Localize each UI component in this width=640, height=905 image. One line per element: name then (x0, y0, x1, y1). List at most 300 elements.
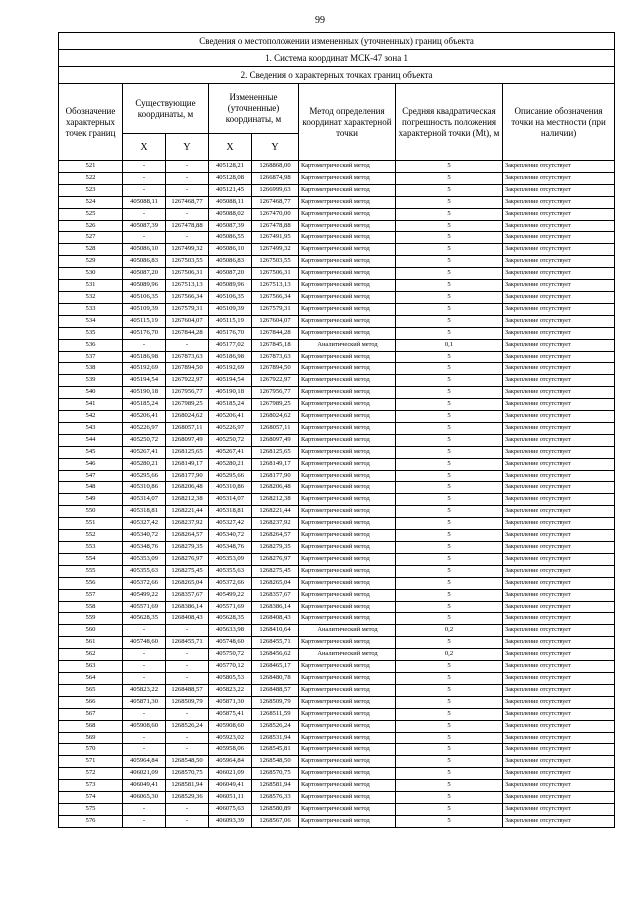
description-cell: Закрепление отсутствует (503, 339, 615, 351)
description-cell: Закрепление отсутствует (503, 542, 615, 554)
error-cell: 5 (396, 506, 503, 518)
changed-x-cell: 405750,72 (209, 649, 252, 661)
point-number-cell: 543 (59, 422, 123, 434)
description-cell: Закрепление отсутствует (503, 530, 615, 542)
method-cell: Картометрический метод (299, 732, 396, 744)
changed-x-cell: 405109,39 (209, 303, 252, 315)
changed-x-cell: 405628,35 (209, 613, 252, 625)
changed-y-cell: 1268509,79 (252, 696, 299, 708)
error-cell: 5 (396, 232, 503, 244)
description-cell: Закрепление отсутствует (503, 613, 615, 625)
existing-x-cell: 405499,22 (123, 589, 166, 601)
method-cell: Картометрический метод (299, 446, 396, 458)
description-cell: Закрепление отсутствует (503, 196, 615, 208)
changed-x-cell: 405310,86 (209, 482, 252, 494)
changed-x-cell: 405089,96 (209, 280, 252, 292)
point-number-cell: 570 (59, 744, 123, 756)
point-number-cell: 565 (59, 684, 123, 696)
method-cell: Картометрический метод (299, 553, 396, 565)
method-cell: Аналитический метод (299, 339, 396, 351)
description-cell: Закрепление отсутствует (503, 720, 615, 732)
changed-y-cell: 1267468,77 (252, 196, 299, 208)
changed-y-cell: 1267845,18 (252, 339, 299, 351)
table-row (59, 327, 615, 339)
changed-y-cell: 1268570,75 (252, 768, 299, 780)
error-cell: 5 (396, 280, 503, 292)
existing-y-cell: 1268177,90 (166, 470, 209, 482)
coordinate-system-heading: 1. Система координат МСК-47 зона 1 (59, 50, 615, 67)
table-title: Сведения о местоположении измененных (уточненных) границ объекта (59, 33, 615, 50)
col-changed: Измененные (уточненные) координаты, м (209, 84, 299, 134)
changed-y-cell: 1267894,50 (252, 363, 299, 375)
method-cell: Картометрический метод (299, 232, 396, 244)
existing-y-cell: 1268221,44 (166, 506, 209, 518)
table-row (59, 649, 615, 661)
point-number-cell: 521 (59, 161, 123, 173)
point-number-cell: 531 (59, 280, 123, 292)
changed-y-cell: 1267478,88 (252, 220, 299, 232)
existing-x-cell: 405176,70 (123, 327, 166, 339)
changed-x-cell: 405748,60 (209, 637, 252, 649)
error-cell: 5 (396, 244, 503, 256)
error-cell: 5 (396, 494, 503, 506)
changed-y-cell: 1267513,13 (252, 280, 299, 292)
changed-x-cell: 405086,83 (209, 256, 252, 268)
changed-y-cell: 1267503,55 (252, 256, 299, 268)
method-cell: Картометрический метод (299, 363, 396, 375)
changed-x-cell: 405823,22 (209, 684, 252, 696)
table-row (59, 756, 615, 768)
existing-y-cell: - (166, 184, 209, 196)
existing-x-cell: - (123, 208, 166, 220)
method-cell: Картометрический метод (299, 613, 396, 625)
changed-y-cell: 1268125,65 (252, 446, 299, 458)
method-cell: Картометрический метод (299, 708, 396, 720)
method-cell: Картометрический метод (299, 256, 396, 268)
table-row (59, 744, 615, 756)
description-cell: Закрепление отсутствует (503, 232, 615, 244)
method-cell: Картометрический метод (299, 482, 396, 494)
table-row (59, 613, 615, 625)
table-row (59, 315, 615, 327)
existing-x-cell: 405348,76 (123, 542, 166, 554)
method-cell: Картометрический метод (299, 315, 396, 327)
existing-y-cell: 1267513,13 (166, 280, 209, 292)
existing-x-cell: 405372,66 (123, 577, 166, 589)
existing-x-cell: - (123, 672, 166, 684)
point-number-cell: 568 (59, 720, 123, 732)
changed-x-cell: 406051,11 (209, 792, 252, 804)
existing-y-cell: - (166, 172, 209, 184)
existing-y-cell: 1268237,92 (166, 518, 209, 530)
table-row (59, 601, 615, 613)
point-number-cell: 576 (59, 815, 123, 827)
description-cell: Закрепление отсутствует (503, 161, 615, 173)
changed-x-cell: 405875,41 (209, 708, 252, 720)
table-row (59, 434, 615, 446)
table-row (59, 482, 615, 494)
points-heading: 2. Сведения о характерных точках границ объекта (59, 67, 615, 84)
method-cell: Картометрический метод (299, 720, 396, 732)
existing-x-cell: 405226,97 (123, 422, 166, 434)
changed-y-cell: 1268531,94 (252, 732, 299, 744)
table-row (59, 375, 615, 387)
point-number-cell: 537 (59, 351, 123, 363)
existing-y-cell: 1268357,67 (166, 589, 209, 601)
existing-x-cell: - (123, 815, 166, 827)
existing-x-cell: 405327,42 (123, 518, 166, 530)
existing-x-cell: 405908,60 (123, 720, 166, 732)
error-cell: 5 (396, 815, 503, 827)
description-cell: Закрепление отсутствует (503, 625, 615, 637)
changed-x-cell: 405115,19 (209, 315, 252, 327)
point-number-cell: 556 (59, 577, 123, 589)
error-cell: 5 (396, 744, 503, 756)
error-cell: 5 (396, 196, 503, 208)
method-cell: Картометрический метод (299, 244, 396, 256)
changed-x-cell: 405176,70 (209, 327, 252, 339)
changed-x-cell: 405805,53 (209, 672, 252, 684)
changed-y-cell: 1268576,33 (252, 792, 299, 804)
method-cell: Картометрический метод (299, 589, 396, 601)
existing-x-cell: - (123, 732, 166, 744)
description-cell: Закрепление отсутствует (503, 815, 615, 827)
table-row (59, 637, 615, 649)
error-cell: 0,1 (396, 339, 503, 351)
error-cell: 5 (396, 161, 503, 173)
description-cell: Закрепление отсутствует (503, 399, 615, 411)
col-changed-y: Y (252, 134, 299, 161)
existing-x-cell: - (123, 625, 166, 637)
point-number-cell: 542 (59, 411, 123, 423)
table-row (59, 208, 615, 220)
existing-y-cell: - (166, 803, 209, 815)
method-cell: Картометрический метод (299, 399, 396, 411)
description-cell: Закрепление отсутствует (503, 589, 615, 601)
existing-y-cell: - (166, 161, 209, 173)
changed-y-cell: 1267956,77 (252, 387, 299, 399)
point-number-cell: 536 (59, 339, 123, 351)
error-cell: 5 (396, 565, 503, 577)
description-cell: Закрепление отсутствует (503, 684, 615, 696)
error-cell: 5 (396, 172, 503, 184)
existing-x-cell: 405280,21 (123, 458, 166, 470)
description-cell: Закрепление отсутствует (503, 803, 615, 815)
table-row (59, 470, 615, 482)
error-cell: 5 (396, 672, 503, 684)
existing-x-cell: 405186,98 (123, 351, 166, 363)
changed-x-cell: 405280,21 (209, 458, 252, 470)
table-row (59, 422, 615, 434)
existing-y-cell: - (166, 732, 209, 744)
changed-y-cell: 1268265,04 (252, 577, 299, 589)
existing-y-cell: 1267956,77 (166, 387, 209, 399)
description-cell: Закрепление отсутствует (503, 387, 615, 399)
point-number-cell: 553 (59, 542, 123, 554)
changed-x-cell: 405318,81 (209, 506, 252, 518)
error-cell: 5 (396, 613, 503, 625)
changed-y-cell: 1268357,67 (252, 589, 299, 601)
description-cell: Закрепление отсутствует (503, 303, 615, 315)
method-cell: Картометрический метод (299, 768, 396, 780)
existing-y-cell: 1268279,35 (166, 542, 209, 554)
description-cell: Закрепление отсутствует (503, 577, 615, 589)
point-number-cell: 551 (59, 518, 123, 530)
method-cell: Картометрический метод (299, 530, 396, 542)
error-cell: 5 (396, 411, 503, 423)
description-cell: Закрепление отсутствует (503, 434, 615, 446)
existing-y-cell: 1268125,65 (166, 446, 209, 458)
col-existing: Существующие координаты, м (123, 84, 209, 134)
point-number-cell: 558 (59, 601, 123, 613)
table-row (59, 280, 615, 292)
existing-y-cell: 1268408,43 (166, 613, 209, 625)
changed-x-cell: 405295,66 (209, 470, 252, 482)
table-row (59, 494, 615, 506)
table-row (59, 720, 615, 732)
existing-x-cell: 405190,18 (123, 387, 166, 399)
error-cell: 0,2 (396, 649, 503, 661)
method-cell: Картометрический метод (299, 780, 396, 792)
changed-x-cell: 405088,02 (209, 208, 252, 220)
existing-y-cell: - (166, 625, 209, 637)
existing-x-cell: 405194,54 (123, 375, 166, 387)
error-cell: 5 (396, 553, 503, 565)
changed-y-cell: 1266874,98 (252, 172, 299, 184)
table-row (59, 268, 615, 280)
error-cell: 5 (396, 482, 503, 494)
existing-x-cell: - (123, 803, 166, 815)
error-cell: 5 (396, 780, 503, 792)
description-cell: Закрепление отсутствует (503, 256, 615, 268)
existing-x-cell: 405088,11 (123, 196, 166, 208)
description-cell: Закрепление отсутствует (503, 506, 615, 518)
existing-y-cell: - (166, 744, 209, 756)
changed-x-cell: 405348,76 (209, 542, 252, 554)
point-number-cell: 535 (59, 327, 123, 339)
existing-x-cell: 405571,69 (123, 601, 166, 613)
error-cell: 5 (396, 518, 503, 530)
description-cell: Закрепление отсутствует (503, 792, 615, 804)
existing-x-cell: 405964,84 (123, 756, 166, 768)
table-row (59, 577, 615, 589)
existing-x-cell: 405628,35 (123, 613, 166, 625)
description-cell: Закрепление отсутствует (503, 494, 615, 506)
method-cell: Картометрический метод (299, 422, 396, 434)
existing-y-cell: 1268149,17 (166, 458, 209, 470)
table-row (59, 387, 615, 399)
existing-x-cell: 405086,83 (123, 256, 166, 268)
point-number-cell: 562 (59, 649, 123, 661)
error-cell: 5 (396, 220, 503, 232)
changed-x-cell: 405206,41 (209, 411, 252, 423)
col-existing-x: X (123, 134, 166, 161)
point-number-cell: 552 (59, 530, 123, 542)
changed-x-cell: 405327,42 (209, 518, 252, 530)
method-cell: Аналитический метод (299, 625, 396, 637)
point-number-cell: 550 (59, 506, 123, 518)
changed-x-cell: 405353,09 (209, 553, 252, 565)
changed-y-cell: 1267922,97 (252, 375, 299, 387)
changed-y-cell: 1268221,44 (252, 506, 299, 518)
table-row (59, 530, 615, 542)
existing-y-cell: - (166, 815, 209, 827)
changed-y-cell: 1267989,25 (252, 399, 299, 411)
changed-y-cell: 1266999,63 (252, 184, 299, 196)
existing-y-cell: 1267506,31 (166, 268, 209, 280)
existing-y-cell: 1267873,63 (166, 351, 209, 363)
point-number-cell: 538 (59, 363, 123, 375)
existing-x-cell: 406065,30 (123, 792, 166, 804)
error-cell: 5 (396, 434, 503, 446)
existing-x-cell: 405115,19 (123, 315, 166, 327)
description-cell: Закрепление отсутствует (503, 220, 615, 232)
changed-y-cell: 1268149,17 (252, 458, 299, 470)
changed-y-cell: 1268410,64 (252, 625, 299, 637)
existing-x-cell: - (123, 172, 166, 184)
method-cell: Картометрический метод (299, 792, 396, 804)
method-cell: Картометрический метод (299, 696, 396, 708)
existing-y-cell: 1267468,77 (166, 196, 209, 208)
table-row (59, 553, 615, 565)
changed-x-cell: 405964,84 (209, 756, 252, 768)
method-cell: Картометрический метод (299, 458, 396, 470)
table-row (59, 661, 615, 673)
point-number-cell: 522 (59, 172, 123, 184)
changed-y-cell: 1268868,00 (252, 161, 299, 173)
existing-y-cell: 1268097,49 (166, 434, 209, 446)
changed-y-cell: 1268276,97 (252, 553, 299, 565)
existing-x-cell: 405823,22 (123, 684, 166, 696)
table-row (59, 625, 615, 637)
description-cell: Закрепление отсутствует (503, 744, 615, 756)
existing-y-cell: 1267894,50 (166, 363, 209, 375)
changed-x-cell: 405633,98 (209, 625, 252, 637)
table-row (59, 565, 615, 577)
changed-y-cell: 1268580,89 (252, 803, 299, 815)
changed-y-cell: 1268237,92 (252, 518, 299, 530)
table-row (59, 256, 615, 268)
existing-y-cell: 1268488,57 (166, 684, 209, 696)
point-number-cell: 529 (59, 256, 123, 268)
method-cell: Картометрический метод (299, 161, 396, 173)
changed-y-cell: 1268526,24 (252, 720, 299, 732)
table-row (59, 696, 615, 708)
changed-x-cell: 405128,21 (209, 161, 252, 173)
point-number-cell: 574 (59, 792, 123, 804)
table-row (59, 399, 615, 411)
changed-x-cell: 405190,18 (209, 387, 252, 399)
point-number-cell: 566 (59, 696, 123, 708)
existing-y-cell: 1267499,32 (166, 244, 209, 256)
description-cell: Закрепление отсутствует (503, 780, 615, 792)
description-cell: Закрепление отсутствует (503, 363, 615, 375)
changed-x-cell: 405177,02 (209, 339, 252, 351)
table-row (59, 363, 615, 375)
existing-y-cell: - (166, 649, 209, 661)
point-number-cell: 563 (59, 661, 123, 673)
table-row (59, 803, 615, 815)
table-row (59, 792, 615, 804)
point-number-cell: 532 (59, 291, 123, 303)
existing-y-cell: 1268057,11 (166, 422, 209, 434)
method-cell: Картометрический метод (299, 565, 396, 577)
existing-y-cell: 1268212,38 (166, 494, 209, 506)
point-number-cell: 564 (59, 672, 123, 684)
changed-y-cell: 1268097,49 (252, 434, 299, 446)
description-cell: Закрепление отсутствует (503, 244, 615, 256)
description-cell: Закрепление отсутствует (503, 768, 615, 780)
changed-x-cell: 405571,69 (209, 601, 252, 613)
changed-y-cell: 1267470,00 (252, 208, 299, 220)
error-cell: 5 (396, 589, 503, 601)
point-number-cell: 548 (59, 482, 123, 494)
description-cell: Закрепление отсутствует (503, 458, 615, 470)
description-cell: Закрепление отсутствует (503, 327, 615, 339)
method-cell: Картометрический метод (299, 684, 396, 696)
description-cell: Закрепление отсутствует (503, 696, 615, 708)
error-cell: 5 (396, 256, 503, 268)
existing-x-cell: 405109,39 (123, 303, 166, 315)
existing-y-cell: - (166, 708, 209, 720)
point-number-cell: 567 (59, 708, 123, 720)
point-number-cell: 554 (59, 553, 123, 565)
changed-y-cell: 1268480,78 (252, 672, 299, 684)
table-row (59, 506, 615, 518)
description-cell: Закрепление отсутствует (503, 482, 615, 494)
changed-x-cell: 405871,30 (209, 696, 252, 708)
changed-x-cell: 406049,41 (209, 780, 252, 792)
method-cell: Картометрический метод (299, 803, 396, 815)
changed-y-cell: 1268456,62 (252, 649, 299, 661)
existing-y-cell: - (166, 661, 209, 673)
method-cell: Картометрический метод (299, 661, 396, 673)
point-number-cell: 549 (59, 494, 123, 506)
existing-x-cell: 405185,24 (123, 399, 166, 411)
existing-y-cell: 1267566,34 (166, 291, 209, 303)
changed-x-cell: 405250,72 (209, 434, 252, 446)
error-cell: 5 (396, 637, 503, 649)
error-cell: 5 (396, 363, 503, 375)
changed-x-cell: 405086,10 (209, 244, 252, 256)
table-row (59, 303, 615, 315)
method-cell: Картометрический метод (299, 815, 396, 827)
description-cell: Закрепление отсутствует (503, 661, 615, 673)
changed-y-cell: 1268408,43 (252, 613, 299, 625)
point-number-cell: 540 (59, 387, 123, 399)
changed-x-cell: 405372,66 (209, 577, 252, 589)
description-cell: Закрепление отсутствует (503, 518, 615, 530)
method-cell: Картометрический метод (299, 744, 396, 756)
existing-x-cell: 405267,41 (123, 446, 166, 458)
existing-y-cell: 1268264,57 (166, 530, 209, 542)
method-cell: Картометрический метод (299, 303, 396, 315)
table-row (59, 518, 615, 530)
point-number-cell: 539 (59, 375, 123, 387)
error-cell: 5 (396, 577, 503, 589)
table-row (59, 172, 615, 184)
table-row (59, 220, 615, 232)
existing-y-cell: 1267503,55 (166, 256, 209, 268)
point-number-cell: 547 (59, 470, 123, 482)
error-cell: 5 (396, 696, 503, 708)
changed-x-cell: 405267,41 (209, 446, 252, 458)
changed-y-cell: 1267873,63 (252, 351, 299, 363)
point-number-cell: 569 (59, 732, 123, 744)
existing-x-cell: 405310,86 (123, 482, 166, 494)
point-number-cell: 575 (59, 803, 123, 815)
method-cell: Картометрический метод (299, 220, 396, 232)
